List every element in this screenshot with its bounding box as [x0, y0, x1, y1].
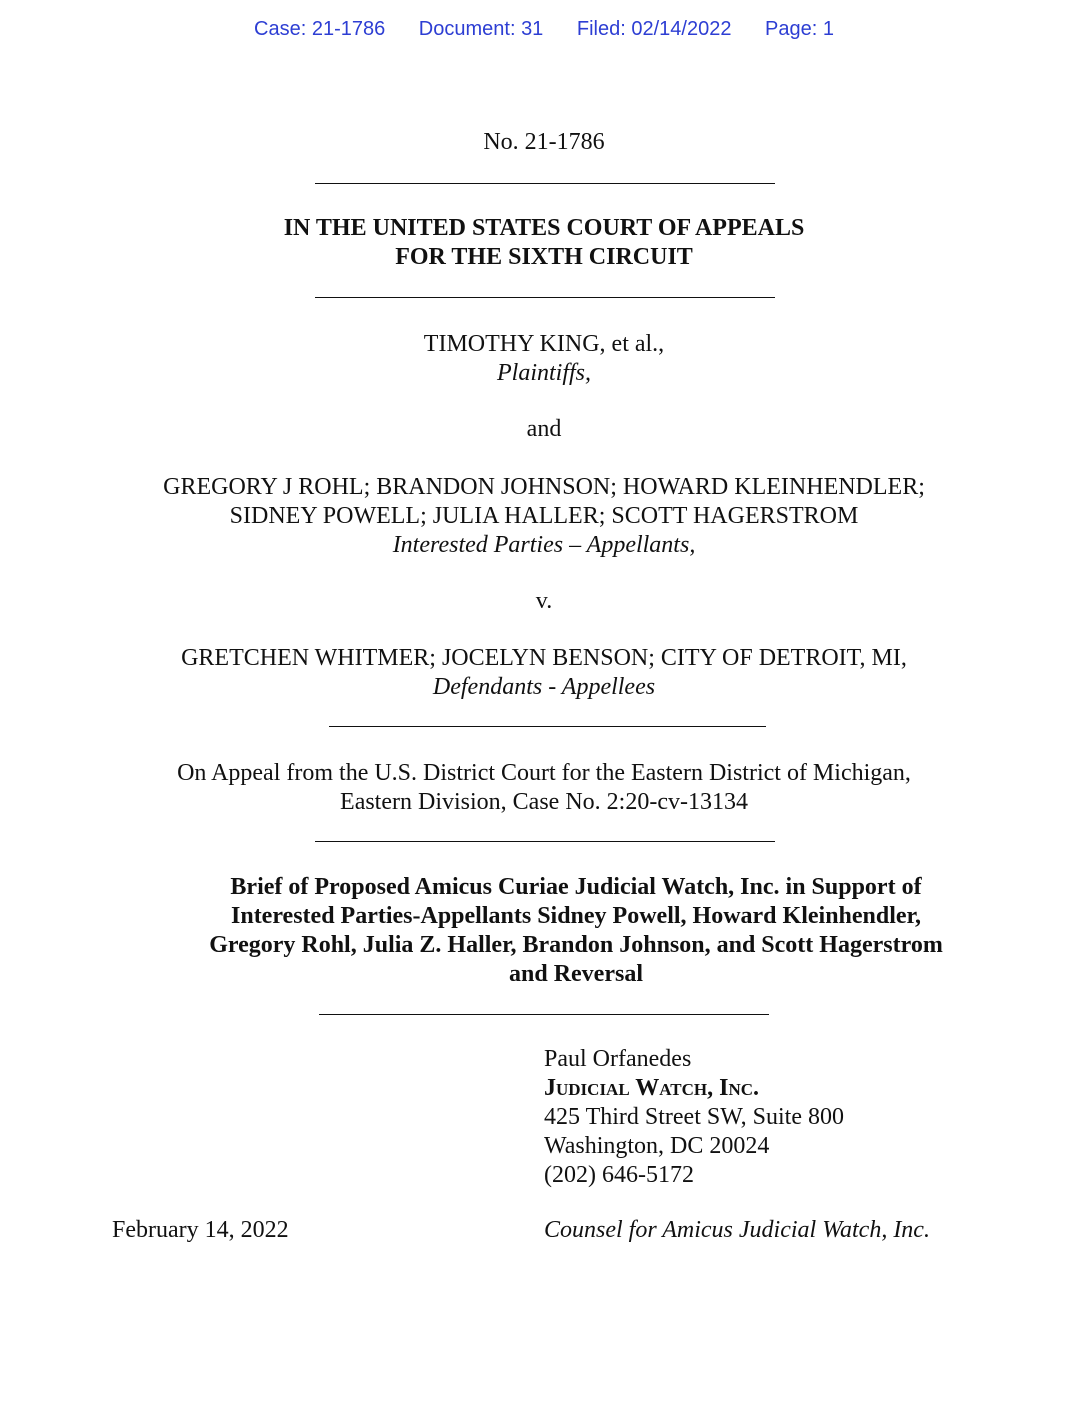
appeal-block [0, 759, 1088, 817]
defendants-name: GRETCHEN WHITMER; JOCELYN BENSON; CITY OF DETROIT, MI, [181, 645, 907, 671]
filing-date: February 14, 2022 [112, 1217, 289, 1243]
divider-5 [319, 1014, 769, 1015]
defendants-role: Defendants - Appellees [432, 674, 656, 700]
ecf-header-stamp [0, 18, 1088, 41]
brief-title-line-1: Brief of Proposed Amicus Curiae Judicial Watch, Inc. in Support of [230, 874, 922, 900]
interested-parties-block [0, 473, 1088, 560]
conjunction-and: and [526, 416, 562, 442]
court-line-1: IN THE UNITED STATES COURT OF APPEALS [283, 215, 805, 241]
interested-parties-role: Interested Parties – Appellants, [392, 532, 696, 558]
counsel-block [544, 1045, 844, 1190]
header-case: Case: 21-1786 [254, 18, 386, 40]
plaintiffs-block [0, 330, 1088, 388]
interested-parties-line-2: SIDNEY POWELL; JULIA HALLER; SCOTT HAGERSTROM [229, 503, 859, 529]
divider-1 [315, 183, 775, 184]
plaintiffs-role: Plaintiffs, [496, 360, 591, 386]
counsel-address-1: 425 Third Street SW, Suite 800 [544, 1104, 844, 1130]
case-number: No. 21-1786 [483, 129, 605, 155]
header-document: Document: 31 [418, 18, 544, 40]
interested-parties-line-1: GREGORY J ROHL; BRANDON JOHNSON; HOWARD KLEINHENDLER; [163, 474, 925, 500]
divider-3 [329, 726, 766, 727]
defendants-block [0, 644, 1088, 702]
appeal-line-2: Eastern Division, Case No. 2:20-cv-13134 [340, 789, 748, 815]
brief-title-line-3: Gregory Rohl, Julia Z. Haller, Brandon Johnson, and Scott Hagerstrom [209, 932, 943, 958]
divider-4 [315, 841, 775, 842]
counsel-firm: Judicial Watch, Inc. [544, 1075, 759, 1101]
appeal-line-1: On Appeal from the U.S. District Court for the Eastern District of Michigan, [177, 760, 911, 786]
brief-title-line-2: Interested Parties-Appellants Sidney Powell, Howard Kleinhendler, [231, 903, 921, 929]
counsel-role: Counsel for Amicus Judicial Watch, Inc. [544, 1217, 930, 1243]
header-filed: Filed: 02/14/2022 [576, 18, 732, 40]
plaintiffs-name: TIMOTHY KING, et al., [423, 331, 665, 357]
counsel-address-2: Washington, DC 20024 [544, 1133, 770, 1159]
header-page: Page: 1 [765, 18, 834, 40]
court-line-2: FOR THE SIXTH CIRCUIT [395, 244, 693, 270]
brief-title [32, 873, 1088, 989]
counsel-name: Paul Orfanedes [544, 1046, 692, 1072]
brief-title-line-4: and Reversal [509, 961, 643, 987]
divider-2 [315, 297, 775, 298]
versus: v. [535, 588, 553, 614]
court-caption [0, 214, 1088, 272]
counsel-phone: (202) 646-5172 [544, 1162, 694, 1188]
